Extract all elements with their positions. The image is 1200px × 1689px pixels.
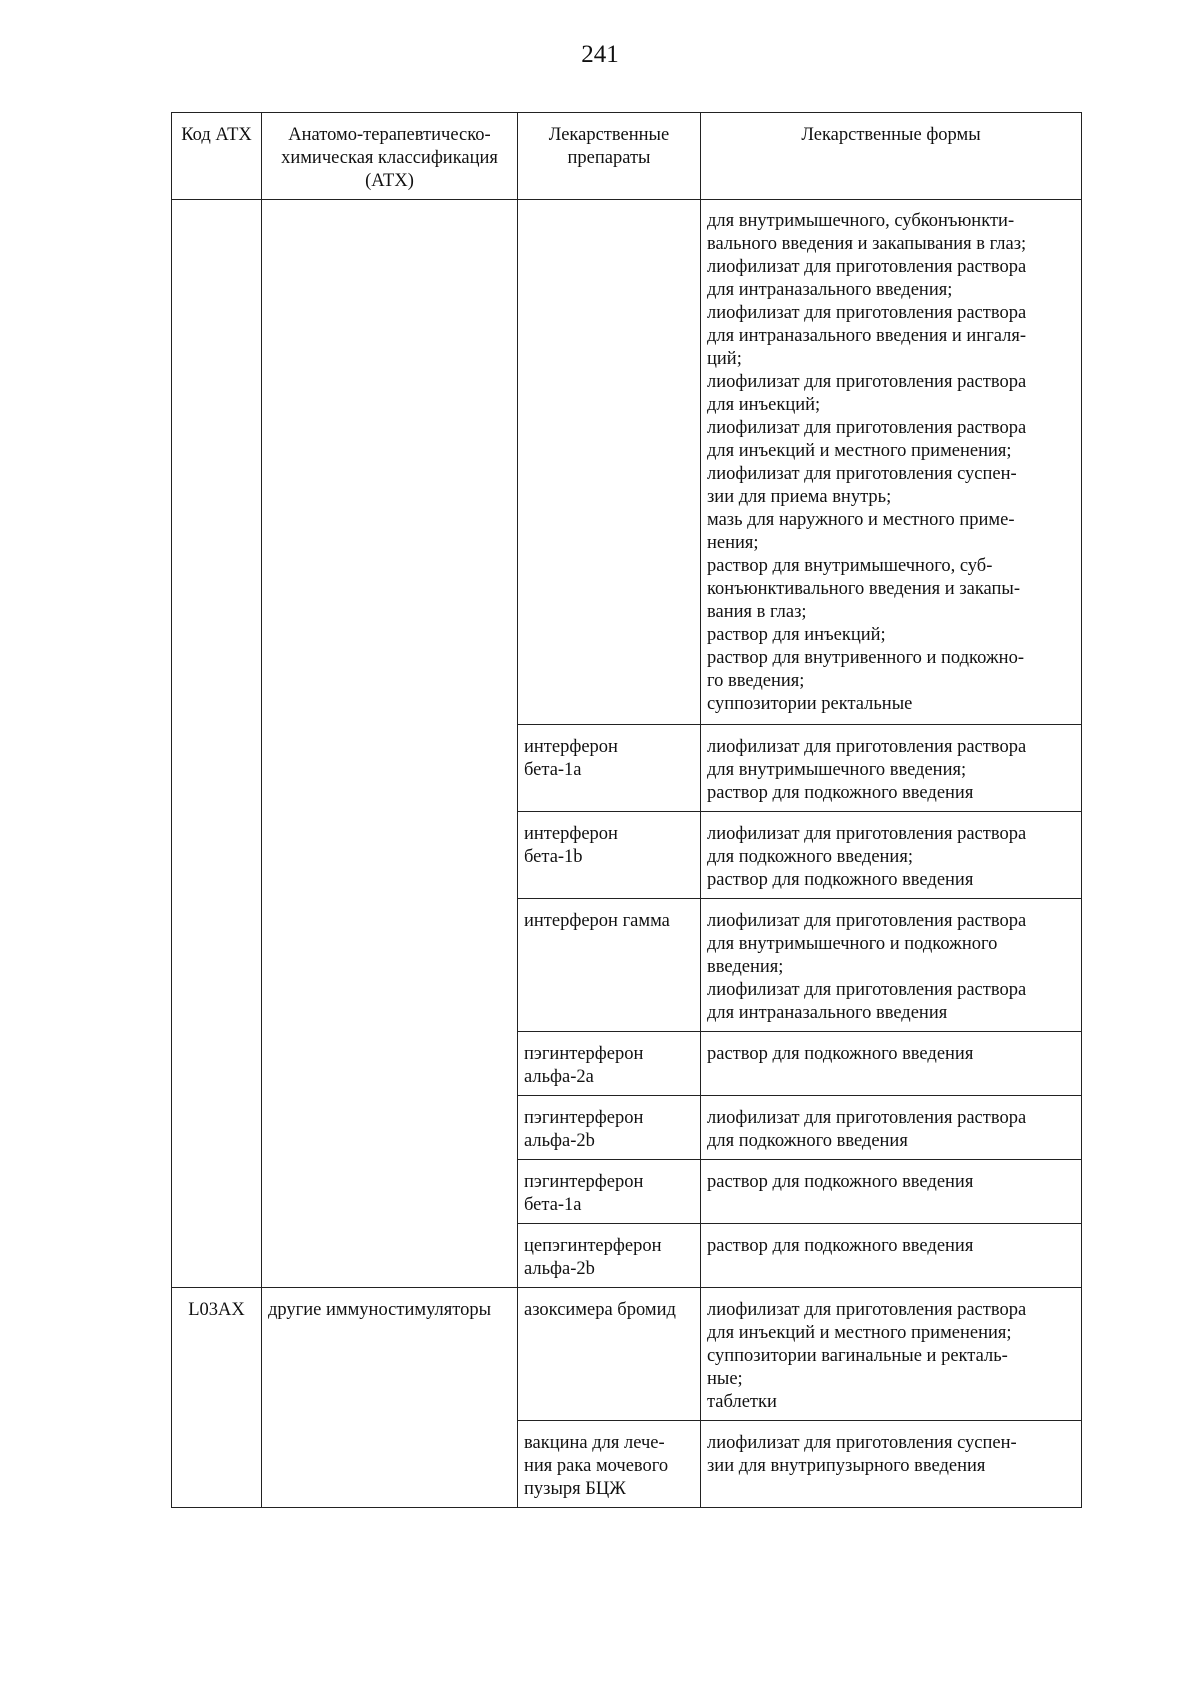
cell-forms: лиофилизат для приготовления раствора для внутримышечного введения; раствор для подкожного введения — [701, 725, 1082, 812]
table-row — [172, 1288, 1082, 1421]
cell-drug: интерферон бета-1b — [518, 812, 701, 899]
cell-forms: лиофилизат для приготовления раствора для подкожного введения — [701, 1096, 1082, 1160]
page-number: 241 — [581, 41, 619, 68]
cell-drug: пэгинтерферон альфа-2b — [518, 1096, 701, 1160]
atc-table — [171, 112, 1082, 1508]
cell-forms: лиофилизат для приготовления раствора для подкожного введения; раствор для подкожного введения — [701, 812, 1082, 899]
cell-drug: пэгинтерферон бета-1a — [518, 1160, 701, 1224]
cell-drug: азоксимера бромид — [518, 1288, 701, 1421]
cell-drug: пэгинтерферон альфа-2a — [518, 1032, 701, 1096]
cell-drug: интерферон бета-1a — [518, 725, 701, 812]
cell-drug: вакцина для лече- ния рака мочевого пузыря БЦЖ — [518, 1421, 701, 1508]
cell-forms: раствор для подкожного введения — [701, 1160, 1082, 1224]
header-forms: Лекарственные формы — [701, 113, 1082, 200]
header-code: Код АТХ — [172, 113, 262, 200]
cell-forms: для внутримышечного, субконъюнкти- вального введения и закапывания в глаз; лиофилизат для приготовления раствора для интраназального введения; лиофилизат для приготовления раствора для интраназального введения и ингаля- ций; лиофилизат для приготовления раствора для инъекций; лиофилизат для приготовления раствора для инъекций и местного применения; лиофилизат для приготовления суспен- зии для приема внутрь; мазь для наружного и местного приме- нения; раствор для внутримышечного, суб- конъюнктивального введения и закапы- вания в глаз; раствор для инъекций; раствор для внутривенного и подкожно- го введения; суппозитории ректальные — [701, 200, 1082, 725]
cell-drug — [518, 200, 701, 725]
cell-drug: интерферон гамма — [518, 899, 701, 1032]
cell-classification — [262, 200, 518, 1288]
cell-forms: раствор для подкожного введения — [701, 1032, 1082, 1096]
header-classification: Анатомо-терапевтическо- химическая классификация (АТХ) — [262, 113, 518, 200]
header-drugs: Лекарственные препараты — [518, 113, 701, 200]
cell-forms: лиофилизат для приготовления суспен- зии для внутрипузырного введения — [701, 1421, 1082, 1508]
table-header-row — [172, 113, 1082, 200]
cell-code — [172, 200, 262, 1288]
cell-forms: лиофилизат для приготовления раствора для инъекций и местного применения; суппозитории вагинальные и ректаль- ные; таблетки — [701, 1288, 1082, 1421]
cell-forms: раствор для подкожного введения — [701, 1224, 1082, 1288]
cell-classification: другие иммуностимуляторы — [262, 1288, 518, 1508]
table-row — [172, 200, 1082, 725]
cell-forms: лиофилизат для приготовления раствора для внутримышечного и подкожного введения; лиофилизат для приготовления раствора для интраназального введения — [701, 899, 1082, 1032]
cell-drug: цепэгинтерферон альфа-2b — [518, 1224, 701, 1288]
cell-code: L03AX — [172, 1288, 262, 1508]
